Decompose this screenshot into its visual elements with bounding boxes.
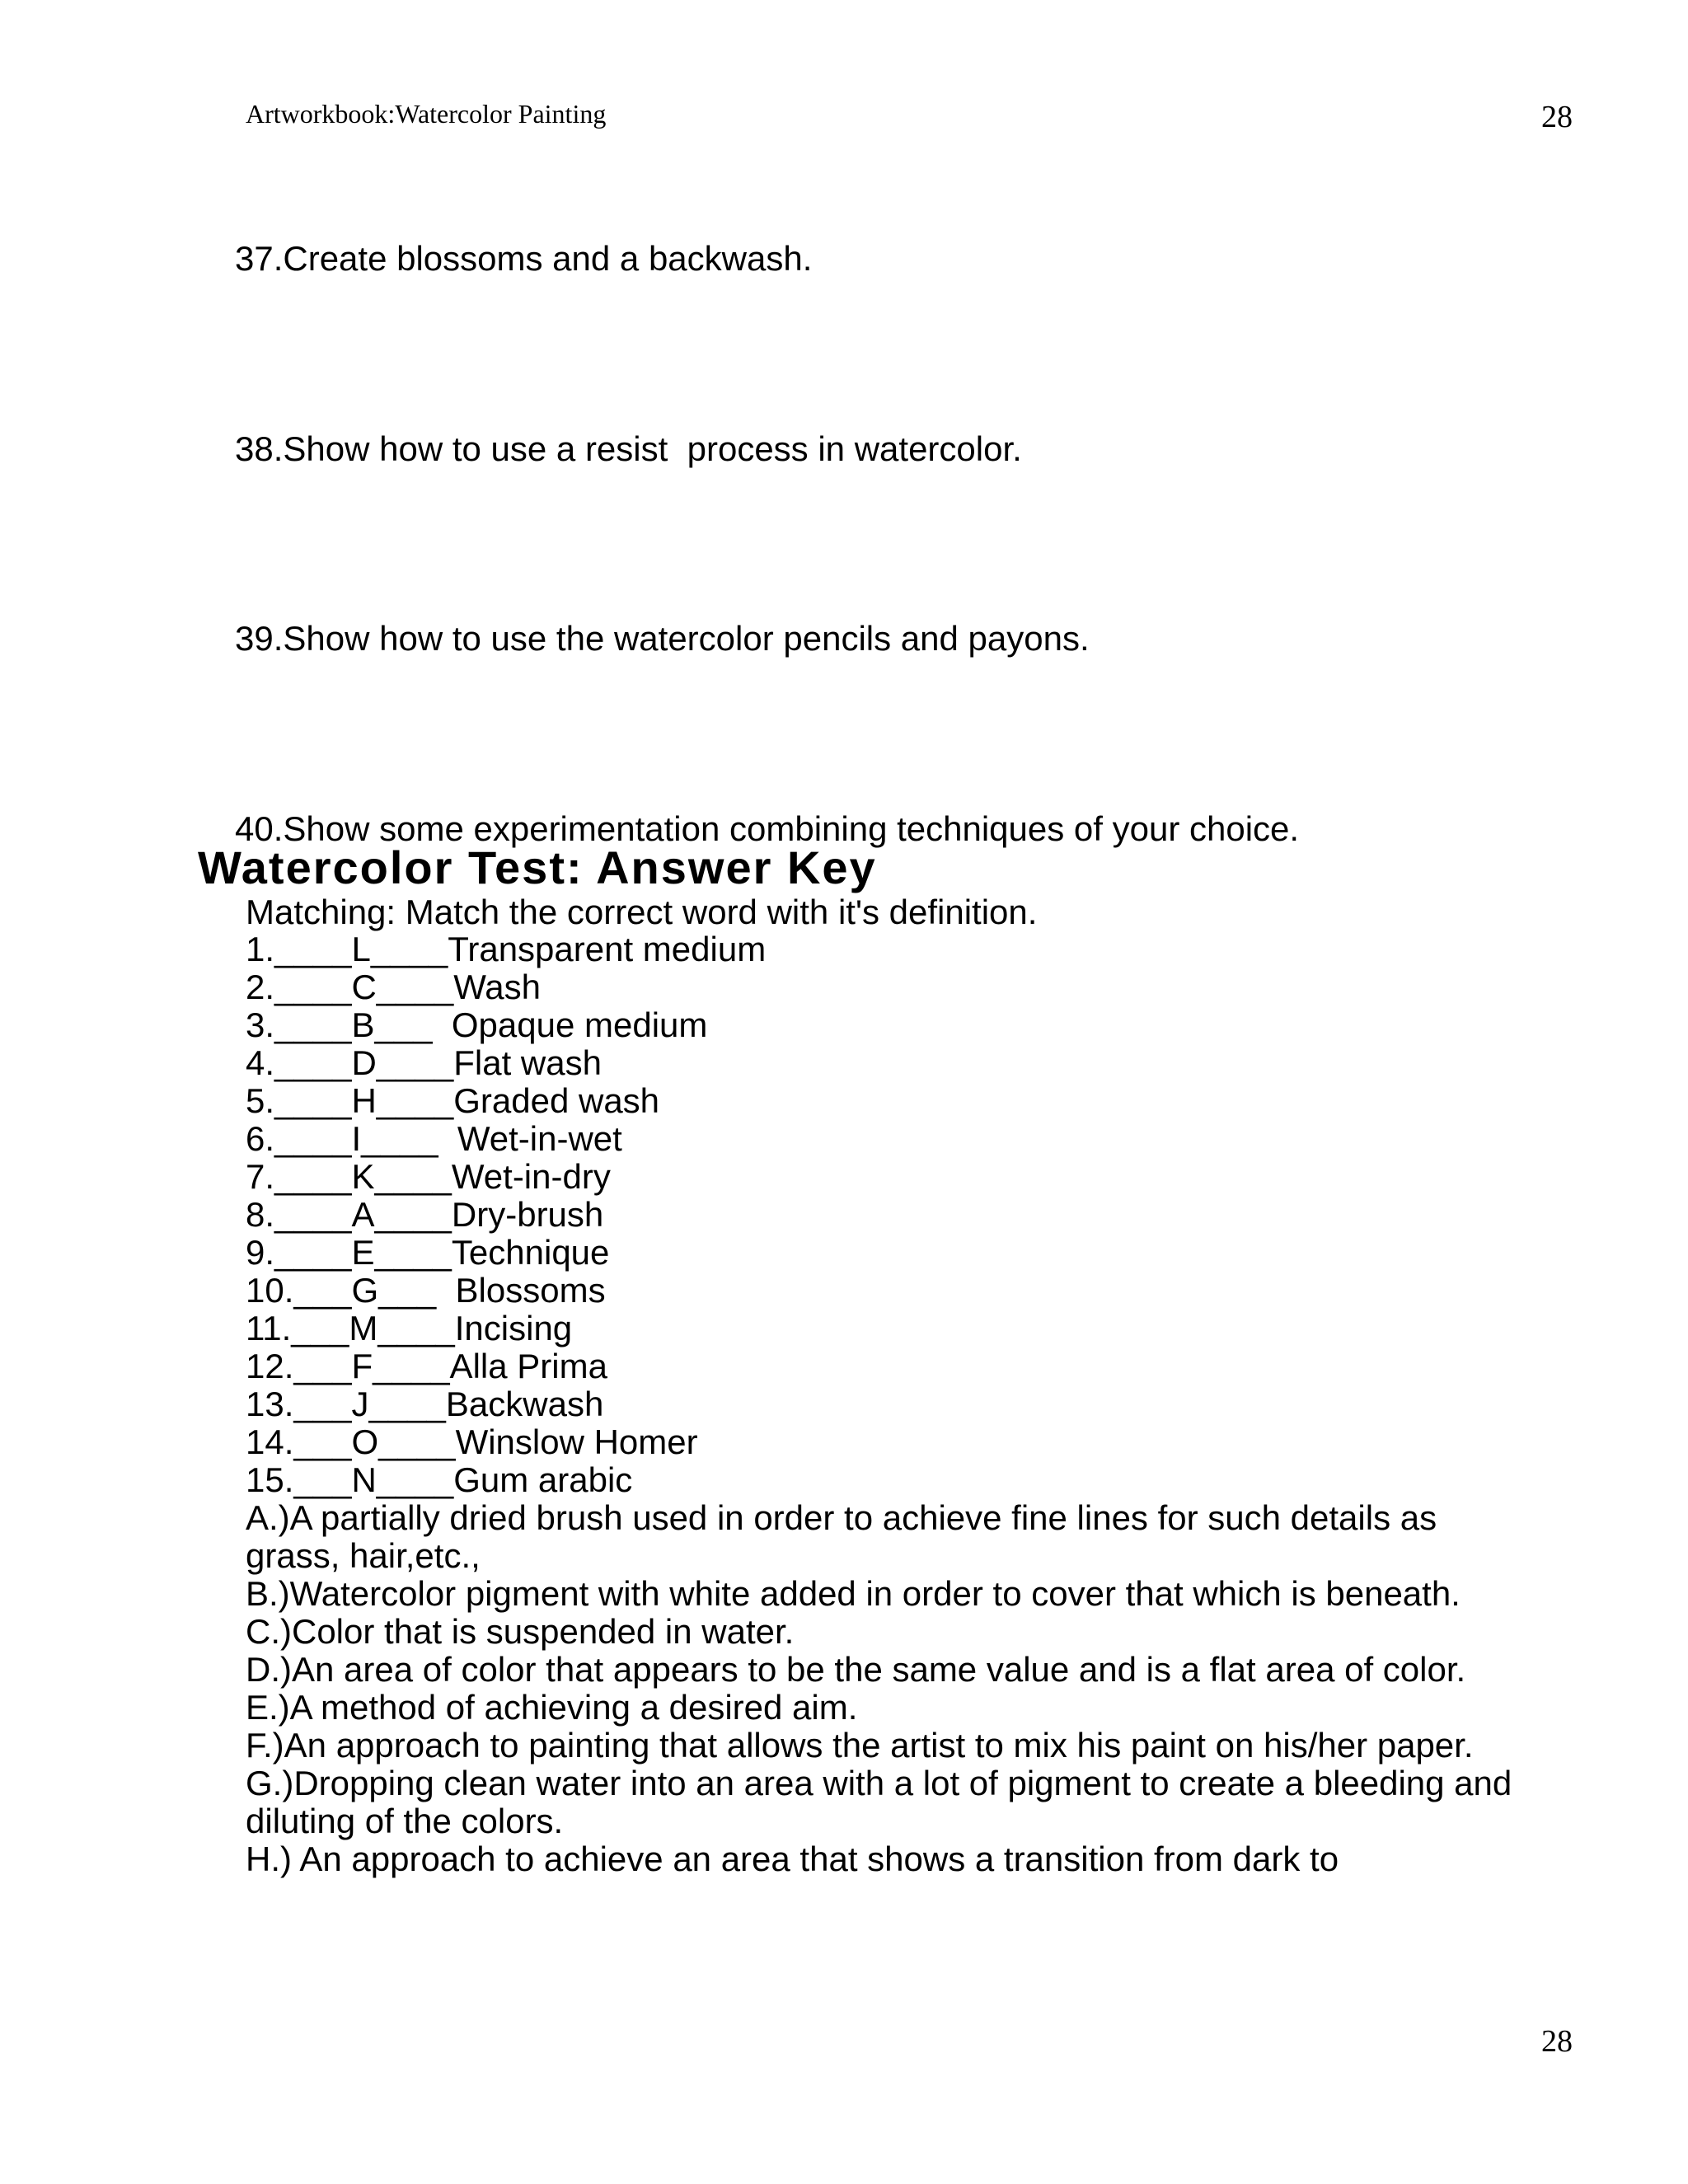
exercise-40: 40.Show some experimentation combining techniques of your choice.	[235, 809, 1300, 848]
definition-item: F.)An approach to painting that allows the artist to mix his paint on his/her paper.	[246, 1726, 1474, 1765]
matching-list	[246, 930, 766, 1499]
match-item: 6.____I____ Wet-in-wet	[246, 1119, 622, 1158]
definition-item: D.)An area of color that appears to be the same value and is a flat area of color.	[246, 1650, 1466, 1689]
running-header: Artworkbook:Watercolor Painting	[246, 99, 607, 129]
match-item: 1.____L____Transparent medium	[246, 930, 767, 968]
exercise-37: 37.Create blossoms and a backwash.	[235, 239, 813, 278]
definition-item: A.)A partially dried brush used in order to achieve fine lines for such details as grass, hair,etc.,	[246, 1498, 1437, 1575]
definition-item: G.)Dropping clean water into an area with a lot of pigment to create a bleeding and diluting of the colors.	[246, 1764, 1512, 1840]
match-item: 12.___F____Alla Prima	[246, 1347, 607, 1385]
definition-item: E.)A method of achieving a desired aim.	[246, 1688, 858, 1727]
definition-item: C.)Color that is suspended in water.	[246, 1612, 795, 1651]
footer-page-number: 28	[1541, 2024, 1573, 2059]
match-item: 11.___M____Incising	[246, 1309, 573, 1347]
match-item: 4.____D____Flat wash	[246, 1043, 602, 1082]
match-item: 10.___G___ Blossoms	[246, 1271, 606, 1310]
exercise-38: 38.Show how to use a resist process in watercolor.	[235, 429, 1022, 468]
definitions-list	[246, 1499, 1531, 1878]
match-item: 9.____E____Technique	[246, 1233, 610, 1272]
match-item: 14.___O____Winslow Homer	[246, 1422, 698, 1461]
match-item: 8.____A____Dry-brush	[246, 1195, 604, 1234]
header-page-number: 28	[1541, 100, 1573, 134]
match-item: 13.___J____Backwash	[246, 1385, 604, 1423]
answer-key-title: Watercolor Test: Answer Key	[198, 841, 877, 893]
matching-instructions: Matching: Match the correct word with it's definition.	[246, 893, 1038, 931]
definition-item: H.) An approach to achieve an area that shows a transition from dark to	[246, 1840, 1339, 1878]
exercise-39: 39.Show how to use the watercolor pencils and payons.	[235, 619, 1090, 658]
match-item: 3.____B___ Opaque medium	[246, 1005, 708, 1044]
definition-item: B.)Watercolor pigment with white added in order to cover that which is beneath.	[246, 1574, 1461, 1613]
match-item: 7.____K____Wet-in-dry	[246, 1157, 611, 1196]
match-item: 5.____H____Graded wash	[246, 1081, 660, 1120]
match-item: 2.____C____Wash	[246, 968, 542, 1006]
match-item: 15.___N____Gum arabic	[246, 1460, 633, 1499]
